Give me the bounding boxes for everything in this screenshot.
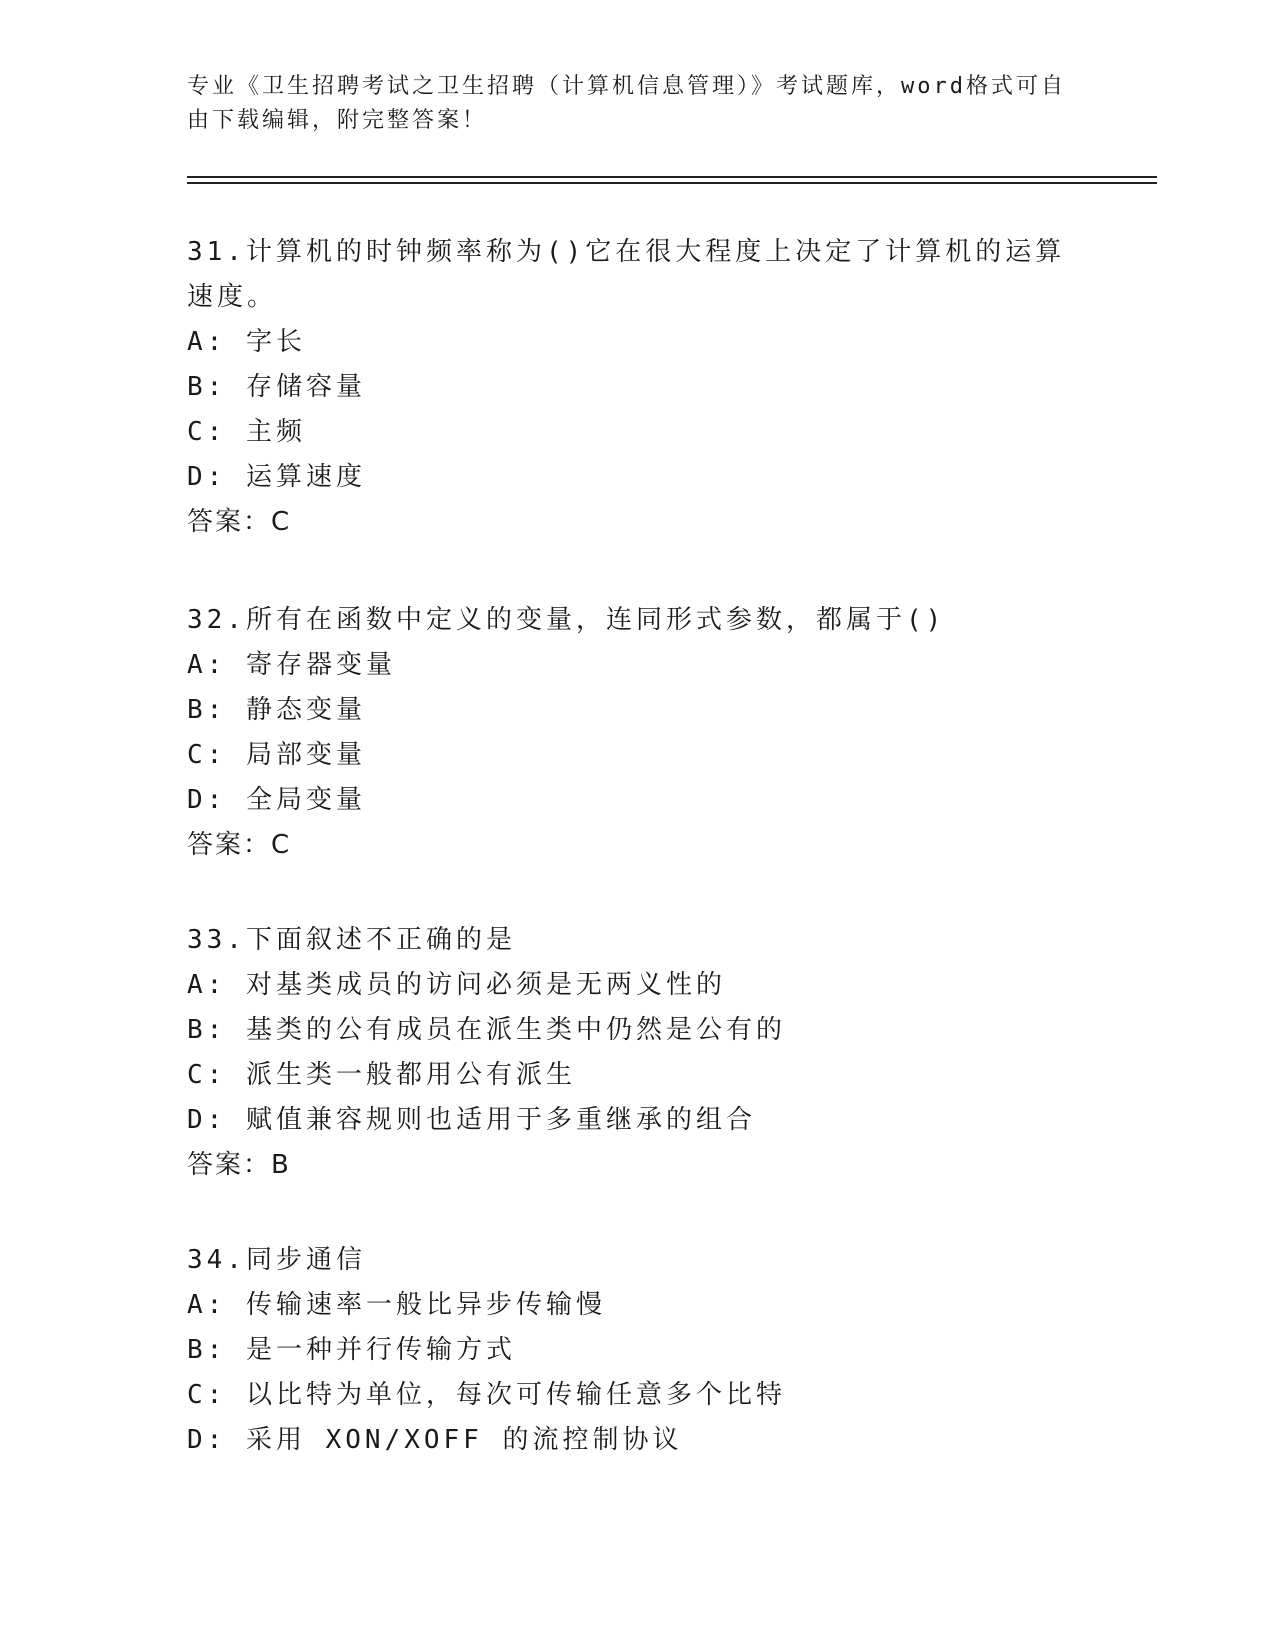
option-c: C: 派生类一般都用公有派生 [187, 1060, 576, 1090]
answer: 答案：B [187, 1150, 291, 1180]
question-stem: 33.下面叙述不正确的是 [187, 925, 516, 955]
question-stem: 34.同步通信 [187, 1245, 366, 1275]
option-a: A: 传输速率一般比异步传输慢 [187, 1290, 606, 1320]
option-d: D: 运算速度 [187, 462, 366, 492]
option-b: B: 存储容量 [187, 372, 366, 402]
option-a: A: 寄存器变量 [187, 650, 396, 680]
question-stem: 32.所有在函数中定义的变量，连同形式参数，都属于() [187, 605, 946, 635]
option-d: D: 采用 XON/XOFF 的流控制协议 [187, 1425, 683, 1455]
question-31 [187, 230, 1087, 545]
option-c: C: 以比特为单位，每次可传输任意多个比特 [187, 1380, 786, 1410]
option-c: C: 主频 [187, 417, 306, 447]
answer: 答案：C [187, 507, 292, 537]
option-a: A: 对基类成员的访问必须是无两义性的 [187, 970, 726, 1000]
header-rule-top [187, 176, 1157, 178]
question-33 [187, 918, 1087, 1188]
question-32 [187, 598, 1087, 868]
document-header: 专业《卫生招聘考试之卫生招聘（计算机信息管理）》考试题库，word格式可自由下载编辑，附完整答案！ [187, 74, 1066, 133]
option-a: A: 字长 [187, 327, 306, 357]
option-b: B: 静态变量 [187, 695, 366, 725]
option-d: D: 全局变量 [187, 785, 366, 815]
header-rule-bottom [187, 182, 1157, 184]
option-c: C: 局部变量 [187, 740, 366, 770]
option-b: B: 是一种并行传输方式 [187, 1335, 516, 1365]
answer: 答案：C [187, 830, 292, 860]
option-d: D: 赋值兼容规则也适用于多重继承的组合 [187, 1105, 756, 1135]
question-34 [187, 1238, 1087, 1463]
option-b: B: 基类的公有成员在派生类中仍然是公有的 [187, 1015, 786, 1045]
question-stem: 31.计算机的时钟频率称为()它在很大程度上决定了计算机的运算速度。 [187, 237, 1066, 312]
